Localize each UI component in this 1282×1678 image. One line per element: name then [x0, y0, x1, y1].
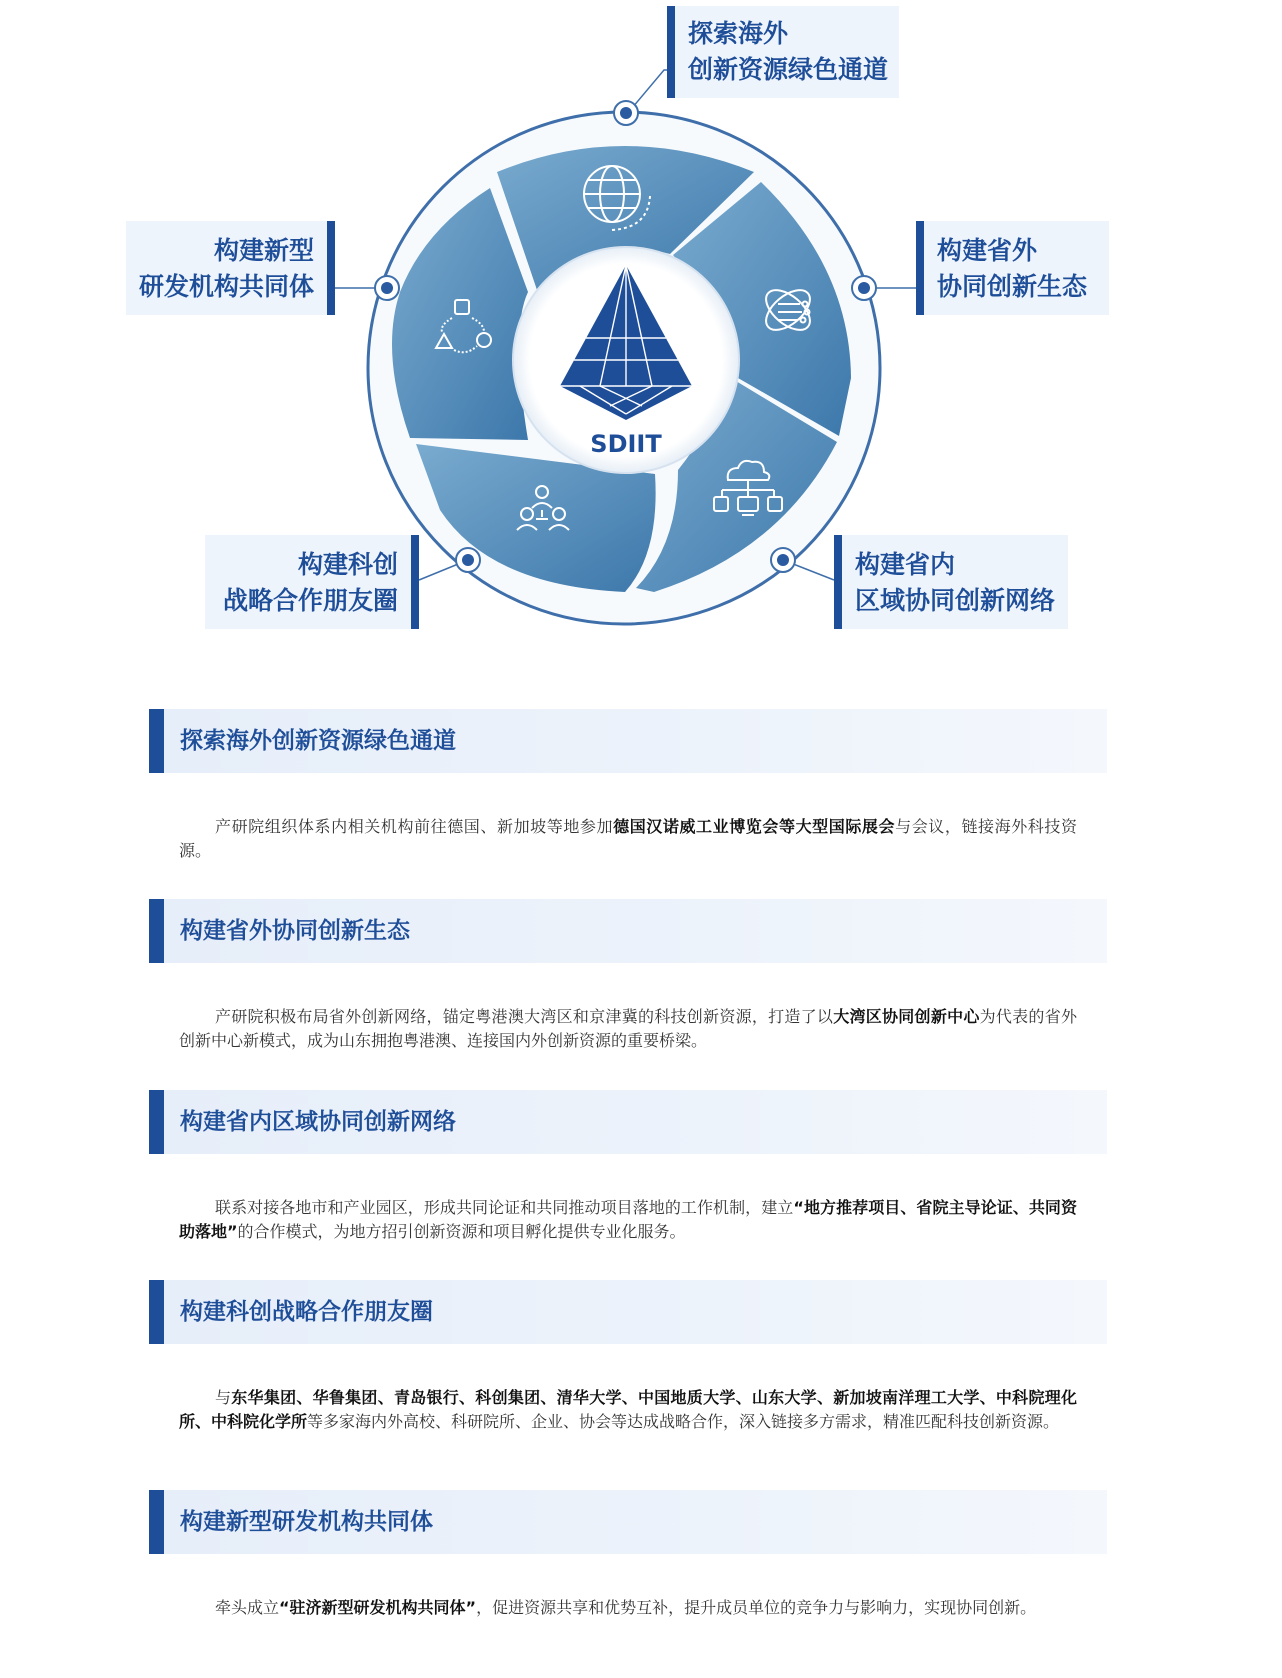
- body-text: 产研院积极布局省外创新网络，锚定粤港澳大湾区和京津冀的科技创新资源，打造了以: [215, 1007, 834, 1026]
- body-text: 与会议，链接海外科技资源。: [179, 817, 1077, 860]
- section-accent-bar: [149, 709, 164, 773]
- section-accent-bar: [149, 1280, 164, 1344]
- section-title: 构建省外协同创新生态: [180, 918, 410, 944]
- highlight-text: 东华集团、华鲁集团、青岛银行、科创集团、清华大学、中国地质大学、山东大学、新加坡南洋理工大学、中科院理化所、中科院化学所: [179, 1388, 1077, 1431]
- body-text: 的合作模式，为地方招引创新资源和项目孵化提供专业化服务。: [237, 1222, 686, 1241]
- section-accent-bar: [149, 899, 164, 963]
- section-body: [179, 1596, 1077, 1620]
- ring-dot-bottom-left: [456, 548, 480, 572]
- body-text: 联系对接各地市和产业园区，形成共同论证和共同推动项目落地的工作机制，建立: [215, 1198, 794, 1217]
- section-header: [149, 1280, 1107, 1344]
- section-accent-bar: [149, 1490, 164, 1554]
- highlight-text: 大湾区协同创新中心: [833, 1007, 980, 1026]
- section-header: [149, 899, 1107, 963]
- callout-accent-bar: [834, 535, 842, 629]
- section-body: [179, 1196, 1077, 1244]
- ring-dot-top: [614, 101, 638, 125]
- callout-line: 构建新型: [213, 236, 314, 265]
- callout-top: [667, 6, 899, 98]
- section-body: [179, 815, 1077, 863]
- callout-bottom-left: [205, 535, 419, 629]
- highlight-text: “驻济新型研发机构共同体”: [279, 1598, 477, 1617]
- section-body: [179, 1005, 1077, 1053]
- callout-line: 创新资源绿色通道: [688, 55, 889, 84]
- callout-right: [916, 221, 1109, 315]
- callout-line: 协同创新生态: [937, 272, 1088, 301]
- section-accent-bar: [149, 1090, 164, 1154]
- ring-dot-left: [375, 276, 399, 300]
- callout-accent-bar: [667, 6, 675, 98]
- highlight-text: 德国汉诺威工业博览会等大型国际展会: [613, 817, 896, 836]
- callout-line: 构建科创: [297, 550, 398, 579]
- callout-accent-bar: [327, 221, 335, 315]
- body-text: 为代表的省外创新中心新模式，成为山东拥抱粤港澳、连接国内外创新资源的重要桥梁。: [179, 1007, 1077, 1050]
- body-text: 产研院组织体系内相关机构前往德国、新加坡等地参加: [215, 817, 614, 836]
- section-title: 构建科创战略合作朋友圈: [180, 1299, 433, 1325]
- section-body: [179, 1386, 1077, 1434]
- section-header: [149, 1090, 1107, 1154]
- logo-text: SDIIT: [590, 430, 662, 458]
- section-title: 构建新型研发机构共同体: [180, 1509, 433, 1535]
- callout-line: 探索海外: [688, 19, 789, 48]
- body-text: 与: [215, 1388, 232, 1407]
- ring-dot-bottom-right: [771, 548, 795, 572]
- section-header: [149, 1490, 1107, 1554]
- callout-line: 构建省内: [855, 550, 956, 579]
- callout-bottom-right: [834, 535, 1068, 629]
- innovation-cycle-diagram: [0, 0, 1282, 650]
- section-title: 探索海外创新资源绿色通道: [180, 728, 456, 754]
- callout-line: 区域协同创新网络: [855, 586, 1056, 615]
- callout-line: 构建省外: [937, 236, 1038, 265]
- callout-left: [126, 221, 335, 315]
- section-header: [149, 709, 1107, 773]
- callout-line: 研发机构共同体: [138, 272, 314, 301]
- callout-accent-bar: [916, 221, 924, 315]
- body-text: 牵头成立: [215, 1598, 280, 1617]
- body-text: 等多家海内外高校、科研院所、企业、协会等达成战略合作，深入链接多方需求，精准匹配科技创新资源。: [307, 1412, 1060, 1431]
- callout-line: 战略合作朋友圈: [222, 586, 398, 615]
- section-title: 构建省内区域协同创新网络: [180, 1109, 456, 1135]
- highlight-text: “地方推荐项目、省院主导论证、共同资助落地”: [179, 1198, 1077, 1241]
- body-text: ，促进资源共享和优势互补，提升成员单位的竞争力与影响力，实现协同创新。: [476, 1598, 1037, 1617]
- callout-accent-bar: [411, 535, 419, 629]
- ring-dot-right: [852, 276, 876, 300]
